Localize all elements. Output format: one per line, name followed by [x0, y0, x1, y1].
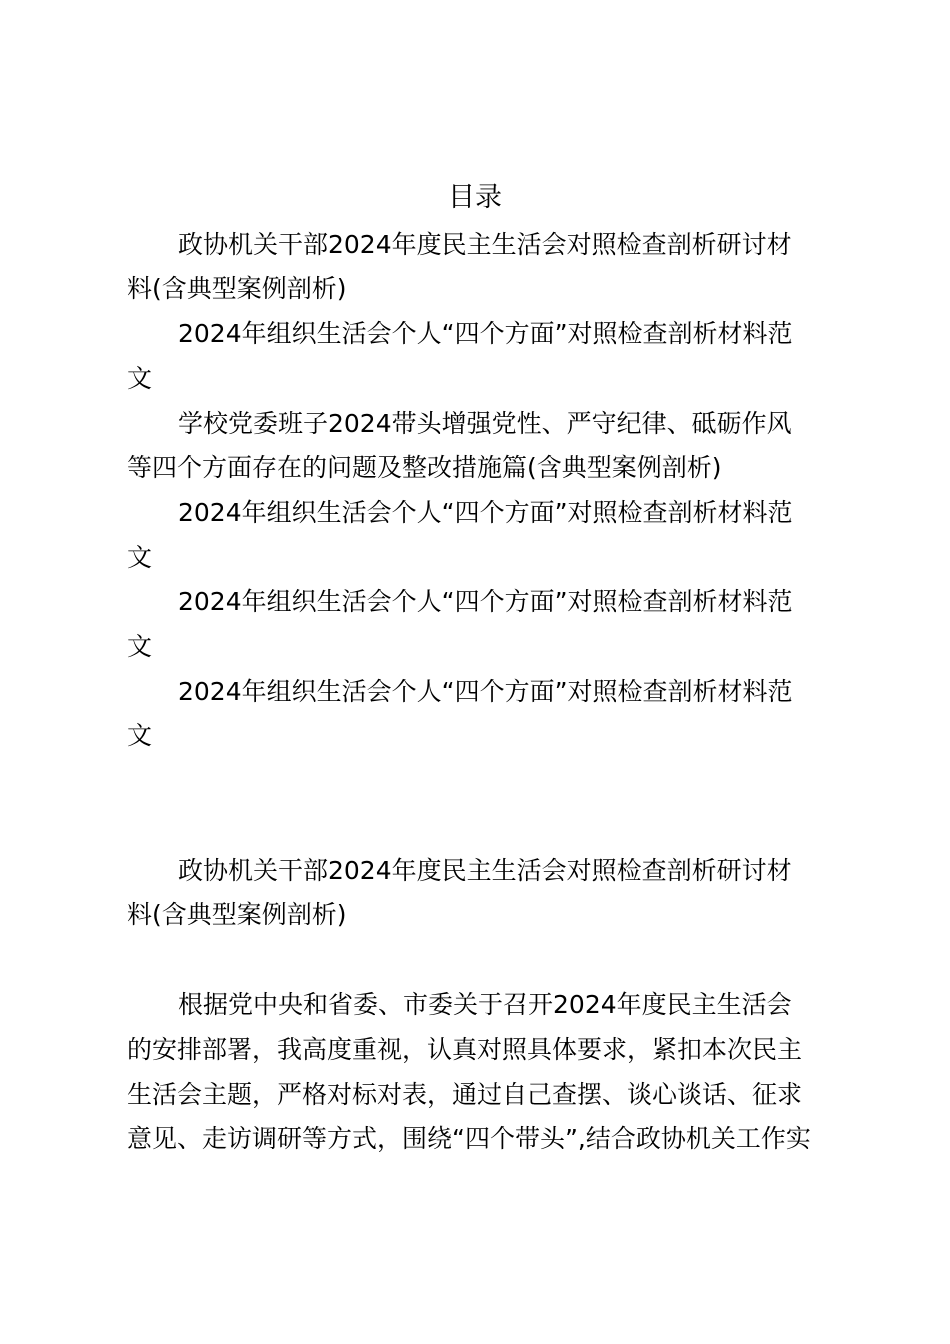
article-heading-line1: 政协机关干部2024年度民主生活会对照检查剖析研讨材 — [178, 856, 792, 885]
toc-entry-2-line1[interactable]: 2024年组织生活会个人“四个方面”对照检查剖析材料范 — [178, 319, 793, 348]
article-body-line-3: 生活会主题，严格对标对表，通过自己查摆、谈心谈话、征求 — [127, 1080, 803, 1109]
toc-entry-5-line1[interactable]: 2024年组织生活会个人“四个方面”对照检查剖析材料范 — [178, 587, 793, 616]
article-body-line-1: 根据党中央和省委、市委关于召开2024年度民主生活会 — [178, 990, 792, 1019]
article-heading-line2: 料(含典型案例剖析) — [127, 900, 347, 929]
toc-entry-4-line2[interactable]: 文 — [127, 543, 153, 572]
article-body-line-4: 意见、走访调研等方式，围绕“四个带头”,结合政协机关工作实 — [127, 1124, 811, 1153]
toc-entry-6-line2[interactable]: 文 — [127, 721, 153, 750]
toc-entry-2-line2[interactable]: 文 — [127, 364, 153, 393]
toc-entry-3-line2[interactable]: 等四个方面存在的问题及整改措施篇(含典型案例剖析) — [127, 453, 722, 482]
toc-entry-3-line1[interactable]: 学校党委班子2024带头增强党性、严守纪律、砥砺作风 — [178, 409, 792, 438]
toc-title: 目录 — [448, 182, 502, 213]
toc-entry-1-line1[interactable]: 政协机关干部2024年度民主生活会对照检查剖析研讨材 — [178, 230, 792, 259]
toc-entry-4-line1[interactable]: 2024年组织生活会个人“四个方面”对照检查剖析材料范 — [178, 498, 793, 527]
toc-entry-6-line1[interactable]: 2024年组织生活会个人“四个方面”对照检查剖析材料范 — [178, 677, 793, 706]
article-body-line-2: 的安排部署，我高度重视，认真对照具体要求，紧扣本次民主 — [127, 1035, 803, 1064]
toc-entry-1-line2[interactable]: 料(含典型案例剖析) — [127, 274, 347, 303]
toc-entry-5-line2[interactable]: 文 — [127, 632, 153, 661]
